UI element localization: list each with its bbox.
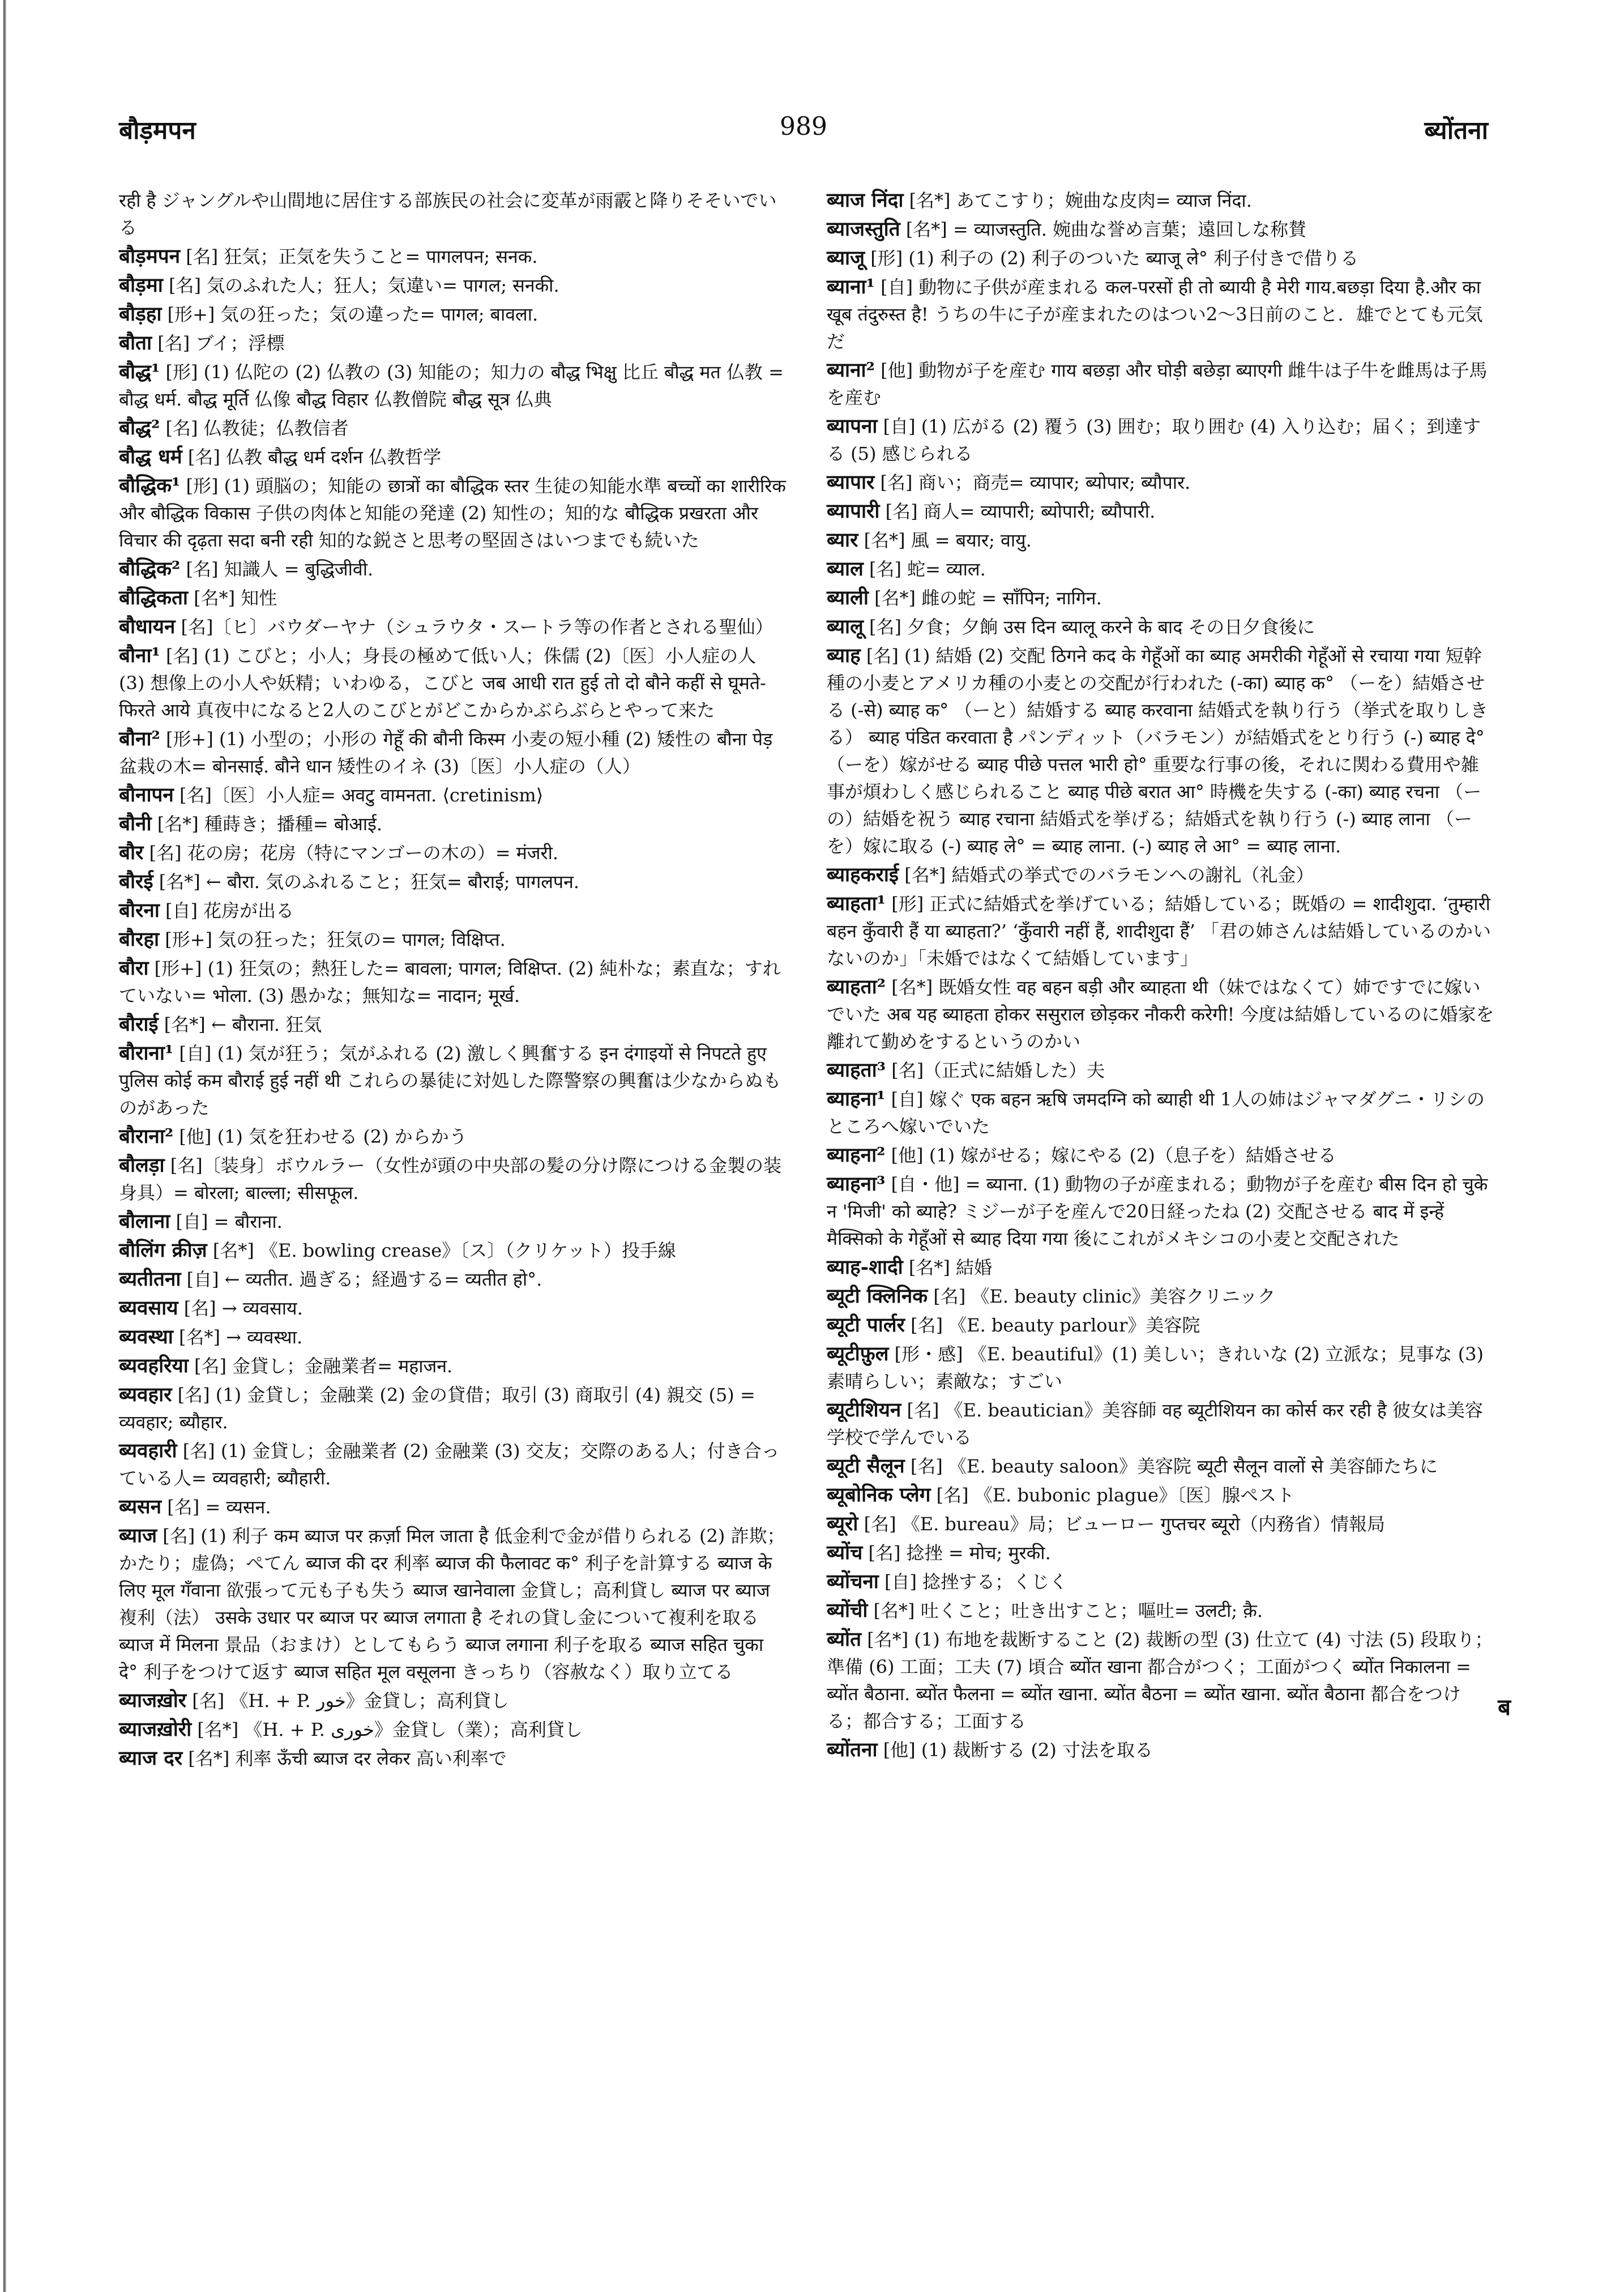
- definition: [自] 嫁ぐ एक बहन ऋषि जमदग्नि को ब्याही थी 1人の姉はジャマダグニ・リシのところへ嫁いでいた: [827, 1089, 1485, 1137]
- definition: [名*] 知性: [194, 587, 277, 609]
- dictionary-entry: [827, 469, 1495, 496]
- dictionary-entry: [119, 1437, 787, 1492]
- headword: ब्याजख़ोर: [119, 1689, 187, 1712]
- dictionary-entry: [827, 187, 1495, 214]
- headword: ब्योंची: [827, 1599, 868, 1622]
- headword: बौधायन: [119, 615, 176, 638]
- dictionary-entry: [119, 1352, 787, 1380]
- dictionary-entry: [119, 1152, 787, 1206]
- headword: ब्याज दर: [119, 1747, 183, 1770]
- headword: ब्याह-शादी: [827, 1256, 903, 1279]
- definition: [名] → व्यवसाय.: [183, 1297, 303, 1319]
- dictionary-entry: [119, 897, 787, 924]
- definition: [名*] 吐くこと；吐き出すこと；嘔吐= उलटी; क़ै.: [873, 1600, 1263, 1621]
- headword: बौराई: [119, 1013, 159, 1036]
- dictionary-entry: [827, 1539, 1495, 1567]
- definition: [名*] → व्यवस्था.: [179, 1326, 303, 1348]
- headword: बौरई: [119, 870, 153, 893]
- headword: ब्याज निंदा: [827, 189, 904, 212]
- dictionary-entry: [827, 1086, 1495, 1140]
- page-edge-shadow: [3, 0, 6, 2292]
- dictionary-entry: [827, 1283, 1495, 1310]
- definition: [名] (1) こびと；小人；身長の極めて低い人；侏儒 (2)〔医〕小人症の人 (3) 想像上の小人や妖精；いわゆる，こびと जब आधी रात हुई तो दो बौने कहीं से घूमते-फिरते आये 真夜中になると2人のこびとがどこからかぶらぶらとやって来た: [119, 645, 766, 721]
- dictionary-entry: [119, 839, 787, 867]
- definition: रही है ジャングルや山間地に居住する部族民の社会に変革が雨霰と降りそそいでいる: [119, 190, 777, 238]
- headword: ब्यवहार: [119, 1383, 172, 1406]
- dictionary-entry: [119, 1324, 787, 1351]
- dictionary-entry: [119, 1716, 787, 1743]
- definition: [自] ← व्यतीत. 過ぎる；経過する= व्यतीत हो°.: [186, 1269, 542, 1290]
- definition: [名] = व्यसन.: [167, 1496, 271, 1518]
- definition: [自] = बौराना.: [176, 1211, 283, 1232]
- headword: बौरना: [119, 899, 160, 922]
- definition: [名] 《E. beautician》美容師 वह ब्यूटीशियन का कोर्स कर रही है 彼女は美容学校で学んでいる: [827, 1399, 1483, 1448]
- headword: बौता: [119, 331, 152, 355]
- headword: बौरा: [119, 957, 149, 980]
- headword: बौद्ध धर्म: [119, 445, 182, 468]
- dictionary-entry: [119, 1011, 787, 1038]
- headword: बौद्धिक²: [119, 557, 181, 581]
- headword: बौलाना: [119, 1210, 170, 1233]
- dictionary-entry: [119, 243, 787, 270]
- dictionary-entry: [119, 272, 787, 299]
- dictionary-entry: [119, 1123, 787, 1150]
- dictionary-entry: [827, 1482, 1495, 1509]
- definition: [形] (1) 仏陀の (2) 仏教の (3) 知能の；知力の बौद्ध भिक्षु 比丘 बौद्ध मत 仏教 = बौद्ध धर्म. बौद्ध मूर्ति 仏像 बौद्ध विहार 仏教僧院 बौद्ध सूत्र 仏典: [119, 361, 784, 410]
- headword: बौड़मा: [119, 274, 163, 297]
- headword: ब्यूटीशियन: [827, 1398, 901, 1422]
- dictionary-entry: [827, 1626, 1495, 1735]
- dictionary-entry: [827, 1736, 1495, 1764]
- definition: [形] (1) 頭脳の；知能の छात्रों का बौद्धिक स्तर 生徒の知能水準 बच्चों का शारीरिक और बौद्धिक विकास 子供の肉体と知能の発達 (2) 知性の；知的な बौद्धिक प्रखरता और विचार की दृढ़ता सदा बनी रही 知的な鋭さと思考の堅固さはいつまでも続いた: [119, 475, 786, 551]
- dictionary-entry: [119, 725, 787, 780]
- dictionary-entry: [827, 642, 1495, 860]
- dictionary-entry: [827, 357, 1495, 411]
- dictionary-entry: [827, 1510, 1495, 1538]
- headword: बौनी: [119, 812, 152, 835]
- dictionary-entry: [827, 1397, 1495, 1451]
- definition: [名*] = व्याजस्तुति. 婉曲な誉め言葉；遠回しな称賛: [905, 219, 1307, 240]
- headword: ब्याहता²: [827, 975, 886, 998]
- dictionary-entry: [827, 556, 1495, 583]
- definition: [名] 商人= व्यापारी; ब्योपारी; ब्यौपारी.: [885, 501, 1156, 522]
- definition: [名] 金貸し；金融業者= महाजन.: [194, 1355, 453, 1377]
- definition: [名*] 風 = बयार; वायु.: [864, 530, 1032, 551]
- dictionary-entry: [119, 1522, 787, 1685]
- headword: ब्योंच: [827, 1541, 863, 1564]
- definition: [名] 捻挫 = मोच; मुरकी.: [868, 1542, 1051, 1564]
- definition: [自] (1) 気が狂う；気がふれる (2) 激しく興奮する इन दंगाइयों से निपटते हुए पुलिस कोई कम बौराई हुई नहीं थी これらの暴徒に対処した際警察の興奮は少なからぬものがあった: [119, 1043, 781, 1119]
- dictionary-entry: [827, 527, 1495, 554]
- page-header: [119, 112, 1488, 152]
- headword: ब्याना¹: [827, 275, 875, 298]
- dictionary-entry: [119, 1237, 787, 1264]
- headword: ब्यालू: [827, 615, 864, 638]
- definition: [名] 仏教徒；仏教信者: [165, 417, 349, 439]
- headword: ब्यवहरिया: [119, 1354, 189, 1377]
- dictionary-entry: [827, 861, 1495, 889]
- headword: ब्याहना²: [827, 1143, 886, 1167]
- thumb-index-letter: ब: [1498, 1694, 1511, 1721]
- headword: बौनापन: [119, 783, 174, 806]
- headword: बौराना²: [119, 1125, 174, 1148]
- definition: [名] 《H. + P. خور》金貸し；高利貸し: [192, 1690, 509, 1711]
- dictionary-entry: [827, 1171, 1495, 1252]
- definition: [名*] あてこすり；婉曲な皮肉= व्याज निंदा.: [909, 190, 1252, 211]
- headword: ब्यूटी पार्लर: [827, 1313, 905, 1337]
- definition: [名] 《E. beauty saloon》美容院 ब्यूटी सैलून वालों से 美容師たちに: [910, 1456, 1438, 1477]
- headword: ब्यापना: [827, 415, 878, 438]
- headword: ब्यूरो: [827, 1512, 858, 1535]
- definition: [名] (1) 結婚 (2) 交配 ठिगने कद के गेहूँओं का ब्याह अमरीकी गेहूँओं से रचाया गया 短幹種の小麦とアメリカ種の小麦との交配が行われた (-का) ब्याह क° （ーを）結婚させる (-से) ब्याह क° （ーと）結婚する ब्याह करवाना 結婚式を執り行う（挙式を取りしきる） ब्याह पंडित करवाता है パンディット（バラモン）が結婚式をとり行う (-) ब्याह दे° （ーを）嫁がせる ब्याह पीछे पत्तल भारी हो° 重要な行事の後，それに関わる費用や雑事が煩わしく感じられること ब्याह पीछे बरात आ° 時機を失する (-का) ब्याह रचना （ーの）結婚を祝う ब्याह रचाना 結婚式を挙げる；結婚式を執り行う (-) ब्याह लाना （ーを）嫁に取る (-) ब्याह ले° = ब्याह लाना. (-) ब्याह ले आ° = ब्याह लाना.: [827, 645, 1489, 857]
- headword: ब्याजख़ोरी: [119, 1718, 192, 1741]
- dictionary-entry: [119, 1381, 787, 1436]
- dictionary-entry: [119, 1295, 787, 1322]
- headword: बौना¹: [119, 644, 160, 667]
- definition: [自] 捻挫する；くじく: [884, 1571, 1068, 1593]
- headword: ब्याहना¹: [827, 1087, 886, 1111]
- dictionary-entry: [119, 613, 787, 641]
- dictionary-entry: [119, 1687, 787, 1714]
- headword: बौलिंग क्रीज़: [119, 1239, 207, 1262]
- definition: [名]〔ヒ〕バウダーヤナ（シュラウタ・スートラ等の作者とされる聖仙）: [181, 616, 773, 638]
- dictionary-entry: [119, 358, 787, 413]
- definition: [形+] 気の狂った；狂気の= पागल; विक्षिप्त.: [165, 929, 506, 950]
- dictionary-entry: [119, 301, 787, 328]
- headword: बौना²: [119, 727, 160, 750]
- dictionary-entry: [827, 1142, 1495, 1169]
- headword: ब्यवस्था: [119, 1325, 173, 1348]
- definition: [他] 動物が子を産む गाय बछड़ा और घोड़ी बछेड़ा ब्याएगी 雌牛は子牛を雌馬は子馬を産む: [827, 360, 1488, 408]
- dictionary-entry: [827, 216, 1495, 243]
- dictionary-entry: [827, 1597, 1495, 1624]
- dictionary-entry: [827, 890, 1495, 972]
- definition: [名] (1) 利子 कम ब्याज पर क़र्ज़ा मिल जाता है 低金利で金が借りられる (2) 詐欺；かたり；虚偽；ぺてん ब्याज की दर 利率 ब्याज की फैलावट क° 利子を計算する ब्याज के लिए मूल गँवाना 欲張って元も子も失う ब्याज खानेवाला 金貸し；高利貸し ब्याज पर ब्याज 複利（法） उसके उधार पर ब्याज पर ब्याज लगाता है それの貸し金について複利を取る ब्याज में मिलना 景品（おまけ）としてもらう ब्याज लगाना 利子を取る ब्याज सहित चुका दे° 利子をつけて返す ब्याज सहित मूल वसूलना きっちり（容赦なく）取り立てる: [119, 1525, 785, 1683]
- guide-word-left: बौड़मपन: [119, 116, 196, 145]
- definition: [名]〔装身〕ボウルラー（女性が頭の中央部の髪の分け際につける金製の装身具）= बोरला; बाल्ला; सीसफूल.: [119, 1155, 782, 1203]
- dictionary-entry: [827, 1254, 1495, 1281]
- dictionary-entry: [827, 1453, 1495, 1480]
- definition: [名*] 種蒔き；播種= बोआई.: [157, 813, 382, 835]
- headword: बौलड़ा: [119, 1154, 165, 1177]
- dictionary-entry: [119, 1493, 787, 1521]
- headword: ब्याज: [119, 1524, 157, 1547]
- definition: [自] 花房が出る: [165, 900, 294, 921]
- definition: [他] (1) 嫁がせる；嫁にやる (2)（息子を）結婚させる: [891, 1145, 1336, 1166]
- headword: ब्याली: [827, 586, 869, 609]
- right-column: [827, 187, 1495, 1765]
- headword: ब्यतीतना: [119, 1267, 181, 1291]
- dictionary-entry: [119, 330, 787, 357]
- dictionary-entry: [119, 1208, 787, 1235]
- headword: बौद्ध¹: [119, 360, 160, 383]
- headword: बौराना¹: [119, 1042, 174, 1065]
- headword: ब्योंतना: [827, 1738, 878, 1761]
- dictionary-entry: [119, 1266, 787, 1293]
- dictionary-entry: [119, 472, 787, 554]
- dictionary-entry: [827, 274, 1495, 355]
- definition: [名*] 結婚: [908, 1257, 993, 1278]
- definition: [名] 夕食；夕餉 उस दिन ब्यालू करने के बाद その日夕食後に: [869, 616, 1315, 638]
- headword: ब्यूटी क्लिनिक: [827, 1284, 928, 1308]
- headword: ब्यवहारी: [119, 1439, 177, 1462]
- left-column: [119, 187, 787, 1774]
- definition: [名*] 《H. + P. خوری》金貸し（業）；高利貸し: [197, 1719, 583, 1740]
- headword: बौद्ध²: [119, 416, 160, 439]
- definition: [自] (1) 広がる (2) 覆う (3) 囲む；取り囲む (4) 入り込む；届く；到達する (5) 感じられる: [827, 416, 1481, 464]
- dictionary-entry: [119, 584, 787, 612]
- dictionary-entry: [119, 556, 787, 583]
- definition: [名*] 利率 ऊँची ब्याज दर लेकर 高い利率で: [188, 1748, 507, 1769]
- dictionary-entry: [119, 868, 787, 895]
- dictionary-entry: [827, 1341, 1495, 1395]
- definition: [自] 動物に子供が産まれる कल-परसों ही तो ब्यायी है मेरी गाय.बछड़ा दिया है.और का खूब तंदुरुस्त है! うちの牛に子が産まれたのはつい2～3日前のこと．雄でとても元気だ: [827, 276, 1483, 352]
- definition: [形・感] 《E. beautiful》(1) 美しい；きれいな (2) 立派な；見事な (3) 素晴らしい；素敵な；すごい: [827, 1343, 1484, 1392]
- headword: ब्यूबोनिक प्लेग: [827, 1483, 931, 1506]
- definition: [名*] ← बौराना. 狂気: [164, 1014, 322, 1035]
- definition: [名]（正式に結婚した）夫: [891, 1060, 1105, 1081]
- headword: ब्यार: [827, 528, 858, 552]
- headword: बौड़हा: [119, 302, 162, 326]
- headword: ब्याजस्तुति: [827, 217, 900, 241]
- headword: ब्यसन: [119, 1495, 162, 1518]
- definition: [名] 花の房；花房（特にマンゴーの木の）= मंजरी.: [149, 842, 559, 864]
- dictionary-entry: [827, 974, 1495, 1055]
- definition: [名] 気のふれた人；狂人；気違い= पागल; सनकी.: [168, 275, 559, 296]
- definition: [名] 狂気；正気を失うこと= पागलपन; सनक.: [186, 246, 538, 267]
- dictionary-entry: [119, 926, 787, 953]
- headword: ब्यापारी: [827, 500, 880, 523]
- headword: बौद्धिक¹: [119, 474, 181, 497]
- headword: बौड़मपन: [119, 245, 181, 268]
- dictionary-entry: [119, 1040, 787, 1121]
- headword: ब्यूटीफ़ुल: [827, 1342, 889, 1365]
- page-number: 989: [780, 112, 827, 141]
- dictionary-entry: [119, 415, 787, 442]
- dictionary-entry: [827, 613, 1495, 641]
- definition: [名*] (1) 布地を裁断すること (2) 裁断の型 (3) 仕立て (4) 寸法 (5) 段取り；準備 (6) 工面；工夫 (7) 頃合 ब्योंत खाना 都合がつく；工面がつく ब्योंत निकालना = ब्योंत बैठाना. ब्योंत फैलना = ब्योंत खाना. ब्योंत बैठना = ब्योंत खाना. ब्योंत बैठाना 都合をつける；都合する；工面する: [827, 1629, 1493, 1732]
- dictionary-entry: [827, 1057, 1495, 1084]
- dictionary-entry: [119, 187, 787, 241]
- dictionary-entry: [827, 498, 1495, 525]
- dictionary-entry: [827, 1568, 1495, 1595]
- headword: ब्यूटी सैलून: [827, 1454, 905, 1478]
- headword: ब्यवसाय: [119, 1296, 178, 1320]
- headword: बौद्धिकता: [119, 586, 188, 609]
- definition: [名] 《E. beauty clinic》美容クリニック: [933, 1286, 1276, 1307]
- headword: बौर: [119, 841, 144, 864]
- headword: ब्याहता³: [827, 1058, 886, 1082]
- headword: बौरहा: [119, 928, 160, 951]
- definition: [形+] (1) 狂気の；熱狂した= बावला; पागल; विक्षिप्त. (2) 純朴な；素直な；すれていない= भोला. (3) 愚かな；無知な= नादान; मूर्ख.: [119, 958, 781, 1006]
- definition: [名] 蛇= व्याल.: [869, 558, 986, 580]
- dictionary-entry: [119, 955, 787, 1009]
- definition: [名] 商い；商売= व्यापार; ब्योपार; ब्यौपार.: [880, 472, 1191, 493]
- definition: [名] (1) 金貸し；金融業 (2) 金の貸借；取引 (3) 商取引 (4) 親交 (5) = व्यवहार; ब्यौहार.: [119, 1384, 755, 1433]
- dictionary-entry: [827, 1312, 1495, 1339]
- definition: [名] 《E. beauty parlour》美容院: [911, 1314, 1200, 1336]
- definition: [名] ブイ；浮標: [157, 332, 285, 354]
- headword: ब्याल: [827, 557, 864, 581]
- definition: [自・他] = ब्याना. (1) 動物の子が産まれる；動物が子を産む बीस दिन हो चुके न 'मिजी' को ब्याहे? ミジーが子を産んで20日経ったね (2) 交配させる बाद में इन्हें मैक्सिको के गेहूँओं से ब्याह दिया गया 後にこれがメキシコの小麦と交配された: [827, 1173, 1488, 1249]
- headword: ब्याहना³: [827, 1172, 886, 1196]
- definition: [名*] ← बौरा. 気のふれること；狂気= बौराई; पागलपन.: [159, 871, 580, 893]
- dictionary-entry: [119, 642, 787, 724]
- dictionary-entry: [827, 584, 1495, 612]
- definition: [他] (1) 気を狂わせる (2) からかう: [179, 1126, 467, 1147]
- definition: [形] 正式に結婚式を挙げている；結婚している；既婚の = शादीशुदा. ‘तुम्हारी बहन कुँवारी हैं या ब्याहता?’ ‘कुँवारी नहीं हैं, शादीशुदा हैं’ 「君の姉さんは結婚しているのかいないのか」「未婚ではなくて結婚しています」: [827, 893, 1491, 969]
- definition: [名*] 《E. bowling crease》〔ス〕（クリケット）投手線: [212, 1240, 676, 1261]
- definition: [他] (1) 裁断する (2) 寸法を取る: [883, 1739, 1153, 1761]
- definition: [名] 《E. bubonic plague》〔医〕腺ペスト: [936, 1484, 1295, 1506]
- dictionary-entry: [119, 782, 787, 809]
- headword: ब्याहकराई: [827, 863, 899, 886]
- definition: [名]〔医〕小人症= अवटु वामनता. ⟨cretinism⟩: [180, 784, 544, 806]
- headword: ब्योंत: [827, 1628, 862, 1651]
- dictionary-entry: [827, 413, 1495, 467]
- dictionary-entry: [119, 1745, 787, 1772]
- headword: ब्याह: [827, 644, 861, 667]
- headword: ब्याना²: [827, 358, 875, 382]
- dictionary-entry: [827, 245, 1495, 272]
- headword: ब्योंचना: [827, 1570, 879, 1593]
- guide-word-right: ब्योंतना: [1424, 116, 1488, 145]
- definition: [名*] 結婚式の挙式でのバラモンへの謝礼（礼金）: [904, 864, 1314, 886]
- definition: [形+] (1) 小型の；小形の गेहूँ की बौनी किस्म 小麦の短小種 (2) 矮性の बौना पेड़ 盆栽の木= बोनसाई. बौने धान 矮性のイネ (3)〔医〕小人症の（人）: [119, 728, 773, 777]
- dictionary-entry: [119, 810, 787, 838]
- headword: ब्याहता¹: [827, 892, 886, 915]
- definition: [名*] 既婚女性 वह बहन बड़ी और ब्याहता थी（妹ではなくて）姉ですでに嫁いでいた अब यह ब्याहता होकर ससुराल छोड़कर नौकरी करेगी! 今度は結婚しているのに婚家を離れて勤めをするというのかい: [827, 976, 1494, 1052]
- headword: ब्यापार: [827, 471, 875, 494]
- headword: ब्याजू: [827, 246, 865, 270]
- definition: [形+] 気の狂った；気の違った= पागल; बावला.: [167, 304, 539, 325]
- definition: [名] 仏教 बौद्ध धर्म दर्शन 仏教哲学: [187, 446, 442, 468]
- definition: [名] (1) 金貸し；金融業者 (2) 金融業 (3) 交友；交際のある人；付き合っている人= व्यवहारी; ब्यौहारी.: [119, 1440, 780, 1489]
- definition: [名*] 雌の蛇 = साँपिन; नागिन.: [874, 587, 1102, 609]
- definition: [名] 知識人 = बुद्धिजीवी.: [186, 558, 374, 580]
- definition: [名] 《E. bureau》局；ビューロー गुप्तचर ब्यूरो（内務省）情報局: [864, 1513, 1385, 1535]
- definition: [形] (1) 利子の (2) 利子のついた ब्याजू ले° 利子付きで借りる: [870, 247, 1359, 269]
- dictionary-entry: [119, 443, 787, 471]
